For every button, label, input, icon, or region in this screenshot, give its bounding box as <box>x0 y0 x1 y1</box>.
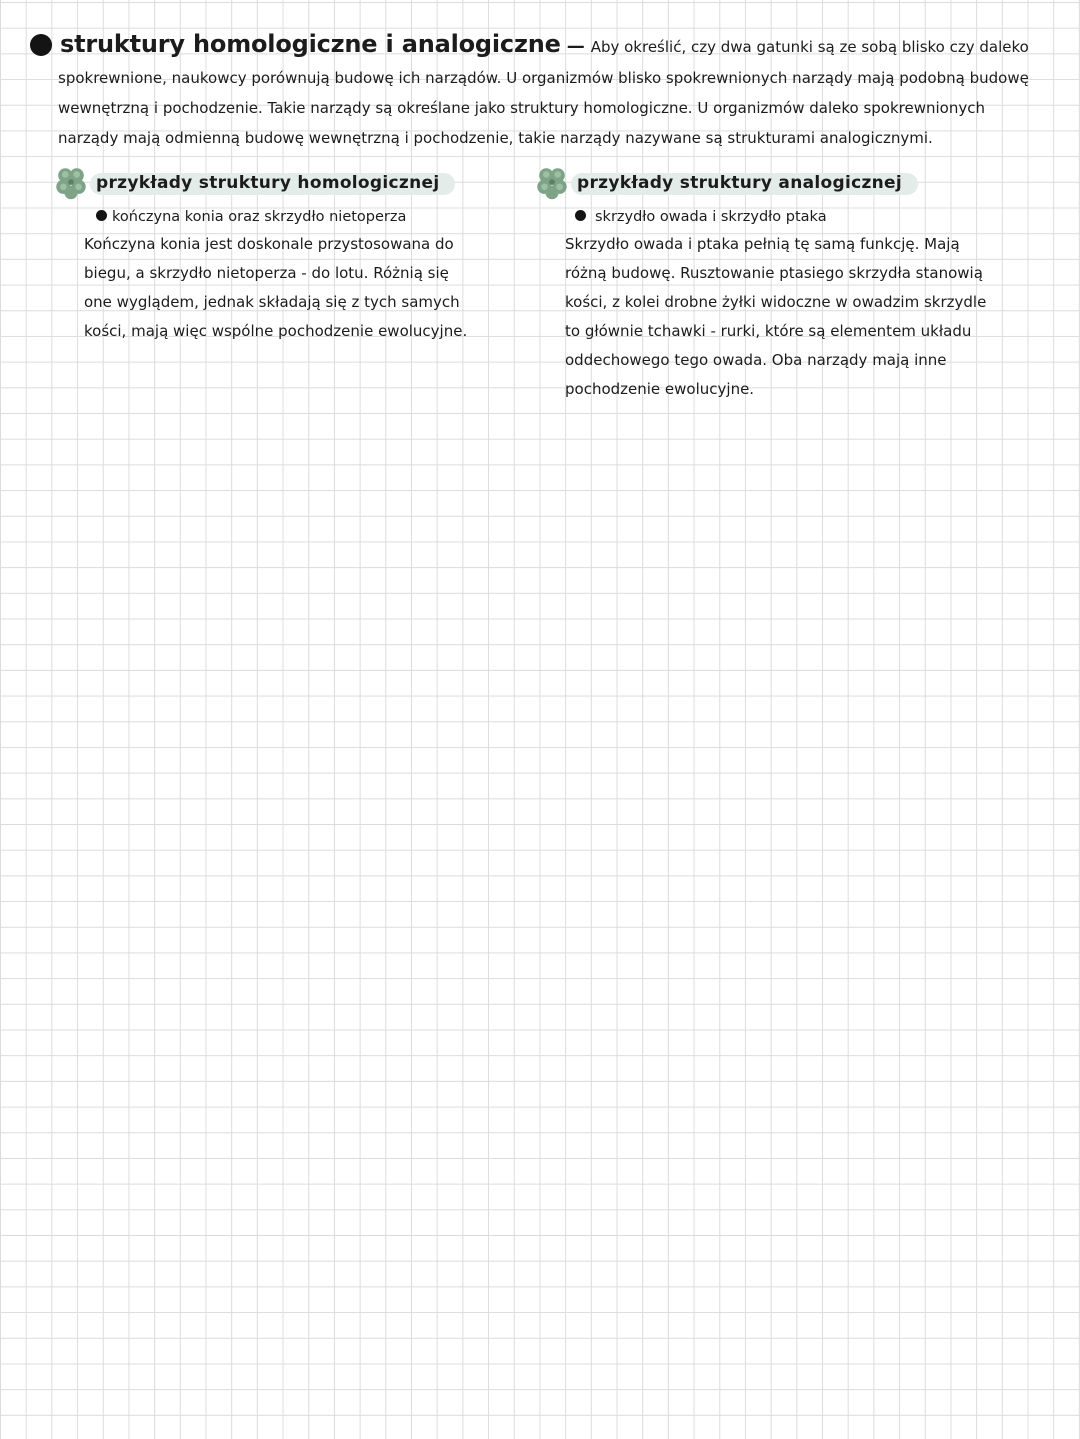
analogous-examples <box>533 164 1053 404</box>
homologous-text-line-2: biegu, a skrzydło nietoperza - do lotu. Różnią się <box>84 264 449 282</box>
analogous-item <box>575 204 1053 230</box>
heading-dash: — <box>566 36 585 57</box>
analogous-text-line-2: różną budowę. Rusztowanie ptasiego skrzydła stanowią <box>565 264 983 282</box>
homologous-examples <box>52 164 502 346</box>
intro-section <box>30 28 1065 153</box>
clover-icon <box>52 164 90 202</box>
analogous-text-line-3: kości, z kolei drobne żyłki widoczne w owadzim skrzydle <box>565 293 987 311</box>
analogous-text-line-4: to głównie tchawki - rurki, które są elementem układu <box>565 322 972 340</box>
intro-text-line-1: Aby określić, czy dwa gatunki są ze sobą blisko czy daleko <box>590 38 1029 56</box>
analogous-header <box>533 164 1053 204</box>
analogous-text-line-5: oddechowego tego owada. Oba narządy mają inne <box>565 351 947 369</box>
homologous-text-line-3: one wyglądem, jednak składają się z tych samych <box>84 293 460 311</box>
intro-text-line-2: spokrewnione, naukowcy porównują budowę ich narządów. U organizmów blisko spokrewnionych narządy mają podobną budowę <box>58 69 1029 87</box>
analogous-text-line-1: Skrzydło owada i ptaka pełnią tę samą funkcję. Mają <box>565 235 960 253</box>
analogous-text-line-6: pochodzenie ewolucyjne. <box>565 380 755 398</box>
homologous-text-line-1: Kończyna konia jest doskonale przystosowana do <box>84 235 454 253</box>
intro-text-line-3: wewnętrzną i pochodzenie. Takie narządy są określane jako struktury homologiczne. U organizmów daleko spokrewnionych <box>58 99 985 117</box>
bullet-icon <box>575 210 586 221</box>
bullet-icon <box>30 34 52 56</box>
homologous-header <box>52 164 502 204</box>
section-heading: struktury homologiczne i analogiczne <box>60 30 561 58</box>
homologous-title: przykłady struktury homologicznej <box>90 173 455 195</box>
homologous-item-label: kończyna konia oraz skrzydło nietoperza <box>112 209 407 225</box>
clover-icon <box>533 164 571 202</box>
bullet-icon <box>96 210 107 221</box>
analogous-title: przykłady struktury analogicznej <box>571 173 918 195</box>
intro-first-line <box>60 28 1065 63</box>
homologous-item <box>96 204 502 230</box>
homologous-text-line-4: kości, mają więc wspólne pochodzenie ewolucyjne. <box>84 322 468 340</box>
analogous-item-label: skrzydło owada i skrzydło ptaka <box>595 209 827 225</box>
intro-text-line-4: narządy mają odmienną budowę wewnętrzną i pochodzenie, takie narządy nazywane są strukturami analogicznymi. <box>58 129 933 147</box>
